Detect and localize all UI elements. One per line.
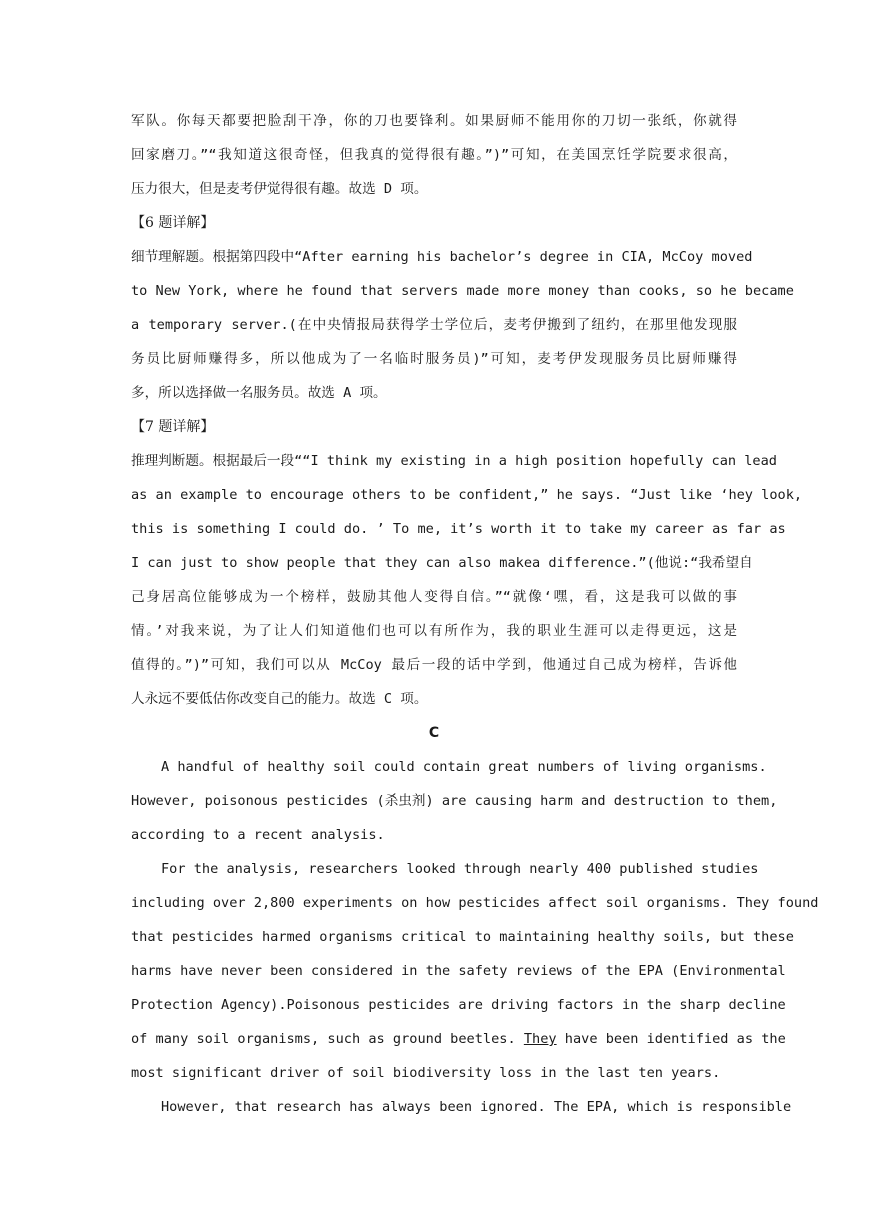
passage-line: However, poisonous pesticides (杀虫剂) are causing harm and destruction to them, bbox=[131, 793, 778, 809]
text-line: 值得的。”)”可知，我们可以从 McCoy 最后一段的话中学到，他通过自己成为榜样，告诉他 bbox=[131, 657, 737, 673]
text-line: 回家磨刀。”“我知道这很奇怪，但我真的觉得很有趣。”)”可知，在美国烹饪学院要求很高， bbox=[131, 147, 737, 163]
question-7-heading: 【7 题详解】 bbox=[131, 419, 215, 435]
passage-line: For the analysis, researchers looked through nearly 400 published studies bbox=[161, 861, 759, 877]
text-line: as an example to encourage others to be confident,” he says. “Just like ‘hey look, bbox=[131, 487, 803, 503]
text-line: 压力很大，但是麦考伊觉得很有趣。故选 D 项。 bbox=[131, 181, 428, 197]
passage-line: according to a recent analysis. bbox=[131, 827, 385, 843]
text-line: 人永远不要低估你改变自己的能力。故选 C 项。 bbox=[131, 691, 428, 707]
text-line: 情。’对我来说，为了让人们知道他们也可以有所作为，我的职业生涯可以走得更远，这是 bbox=[131, 623, 737, 639]
passage-line: most significant driver of soil biodiversity loss in the last ten years. bbox=[131, 1065, 721, 1081]
text-line: to New York, where he found that servers made more money than cooks, so he became bbox=[131, 283, 794, 299]
text-line: 细节理解题。根据第四段中“After earning his bachelor’s degree in CIA, McCoy moved bbox=[131, 249, 753, 265]
question-6-heading: 【6 题详解】 bbox=[131, 215, 215, 231]
passage-text: have been identified as the bbox=[556, 1031, 786, 1047]
text-line: 军队。你每天都要把脸刮干净，你的刀也要锋利。如果厨师不能用你的刀切一张纸，你就得 bbox=[131, 113, 737, 129]
passage-line: Protection Agency).Poisonous pesticides are driving factors in the sharp decline bbox=[131, 997, 786, 1013]
section-heading: C bbox=[428, 725, 440, 741]
underlined-word: They bbox=[523, 1031, 557, 1047]
passage-text: of many soil organisms, such as ground beetles. bbox=[131, 1031, 524, 1047]
passage-line: However, that research has always been ignored. The EPA, which is responsible bbox=[161, 1099, 792, 1115]
text-line: a temporary server.(在中央情报局获得学士学位后，麦考伊搬到了纽约，在那里他发现服 bbox=[131, 317, 737, 333]
text-line: I can just to show people that they can also makea difference.”(他说:“我希望自 bbox=[131, 555, 753, 571]
passage-line: including over 2,800 experiments on how pesticides affect soil organisms. They found bbox=[131, 895, 819, 911]
document-page bbox=[131, 104, 819, 1124]
text-line: 己身居高位能够成为一个榜样，鼓励其他人变得自信。”“就像‘嘿，看，这是我可以做的事 bbox=[131, 589, 737, 605]
text-line: 推理判断题。根据最后一段““I think my existing in a high position hopefully can lead bbox=[131, 453, 777, 469]
text-line: this is something I could do. ’ To me, it’s worth it to take my career as far as bbox=[131, 521, 786, 537]
passage-line: that pesticides harmed organisms critical to maintaining healthy soils, but these bbox=[131, 929, 794, 945]
text-line: 务员比厨师赚得多，所以他成为了一名临时服务员)”可知，麦考伊发现服务员比厨师赚得 bbox=[131, 351, 737, 367]
passage-line: harms have never been considered in the safety reviews of the EPA (Environmental bbox=[131, 963, 786, 979]
text-line: 多，所以选择做一名服务员。故选 A 项。 bbox=[131, 385, 387, 401]
passage-line bbox=[131, 1022, 786, 1056]
passage-line: A handful of healthy soil could contain great numbers of living organisms. bbox=[161, 759, 767, 775]
